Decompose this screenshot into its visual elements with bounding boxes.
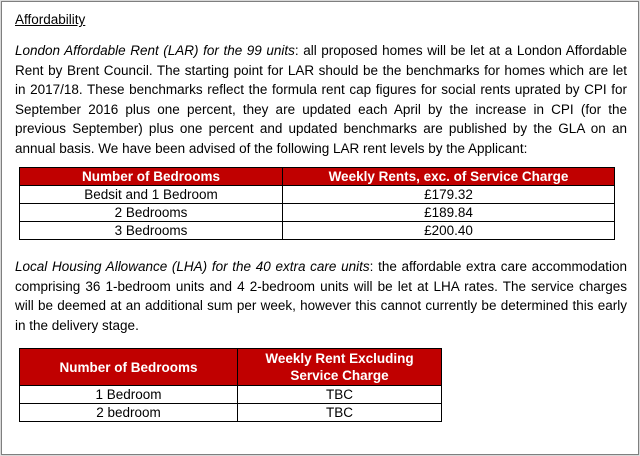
weekly-rent-column-header: Weekly Rents, exc. of Service Charge — [283, 168, 615, 186]
table-header-row — [20, 349, 442, 386]
rent-cell: £189.84 — [283, 204, 615, 222]
table-row — [20, 222, 615, 240]
lar-paragraph — [15, 41, 627, 158]
bedrooms-cell: 3 Bedrooms — [20, 222, 283, 240]
bedrooms-column-header: Number of Bedrooms — [20, 349, 238, 386]
lha-paragraph — [15, 257, 627, 335]
bedrooms-cell: Bedsit and 1 Bedroom — [20, 186, 283, 204]
lar-lead: London Affordable Rent (LAR) for the 99 units — [15, 43, 295, 58]
table-row — [20, 204, 615, 222]
document-page — [1, 1, 639, 455]
section-heading: Affordability — [15, 12, 86, 27]
weekly-rent-column-header: Weekly Rent Excluding Service Charge — [238, 349, 442, 386]
bedrooms-cell: 2 bedroom — [20, 404, 238, 422]
lar-rent-table — [19, 167, 615, 240]
document-content — [15, 11, 627, 422]
lha-lead: Local Housing Allowance (LHA) for the 40 extra care units — [15, 259, 370, 274]
lha-body: : the affordable extra care accommodation comprising 36 1-bedroom units and 4 2-bedroom units will be let at LHA rates. The service charges will be deemed at an additional sum per week, however this cannot currently be determined this early in the delivery stage. — [15, 259, 627, 333]
bedrooms-column-header: Number of Bedrooms — [20, 168, 283, 186]
table-row — [20, 404, 442, 422]
rent-cell: TBC — [238, 386, 442, 404]
lha-rent-table — [19, 348, 442, 422]
lar-body: : all proposed homes will be let at a London Affordable Rent by Brent Council. The starting point for LAR should be the benchmarks for homes which are let in 2017/18. These benchmarks reflect the formula rent cap figures for social rents uprated by CPI for September 2016 plus one percent, they are updated each April by the increase in CPI (for the previous September) plus one percent and updated benchmarks are published by the GLA on an annual basis. We have been advised of the following LAR rent levels by the Applicant: — [15, 43, 627, 156]
table-row — [20, 386, 442, 404]
rent-cell: £200.40 — [283, 222, 615, 240]
table-row — [20, 186, 615, 204]
rent-cell: TBC — [238, 404, 442, 422]
rent-cell: £179.32 — [283, 186, 615, 204]
table-header-row — [20, 168, 615, 186]
bedrooms-cell: 1 Bedroom — [20, 386, 238, 404]
spacer — [15, 335, 627, 348]
bedrooms-cell: 2 Bedrooms — [20, 204, 283, 222]
